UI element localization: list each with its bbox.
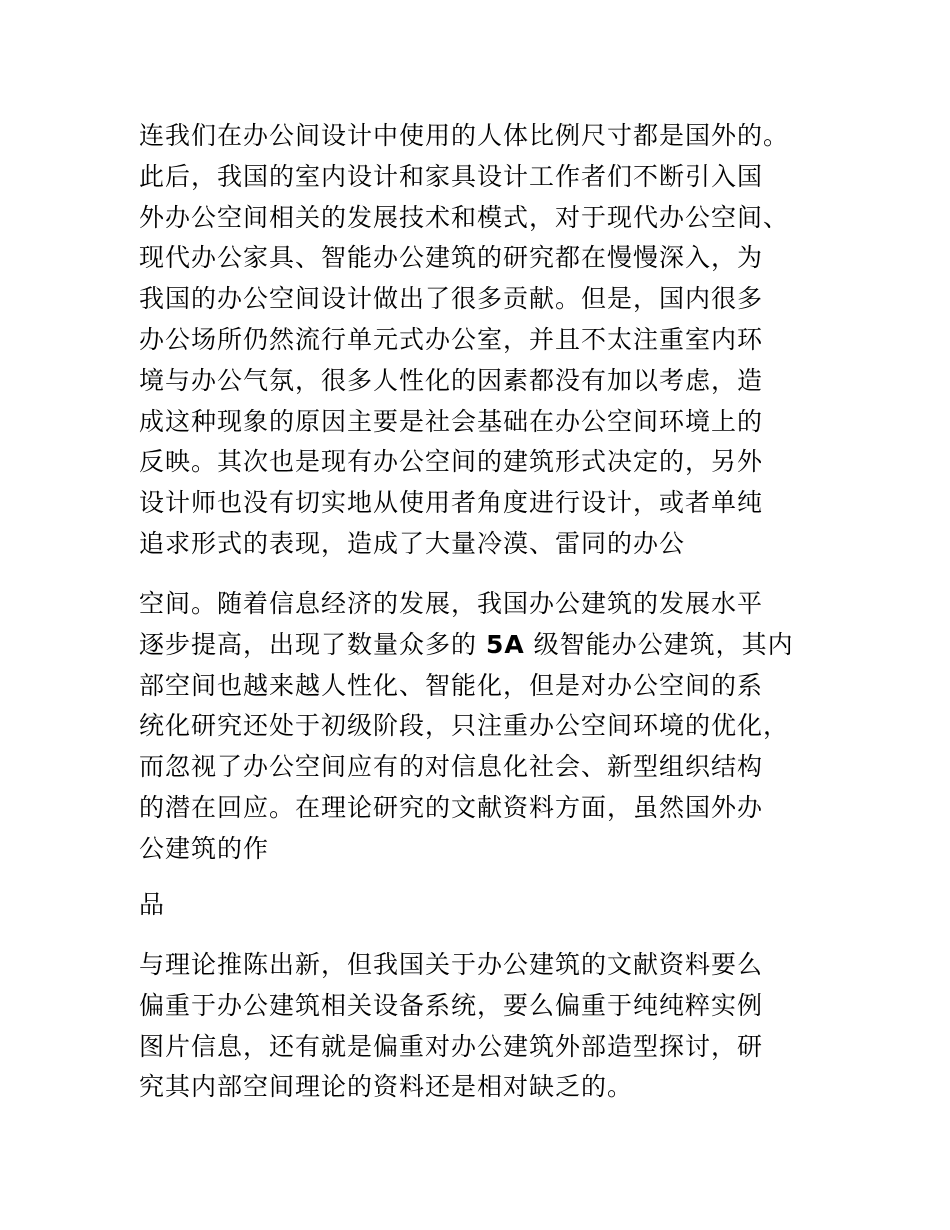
- paragraph-1-line: 成这种现象的原因主要是社会基础在办公空间环境上的: [139, 406, 764, 436]
- paragraph-1-line: 设计师也没有切实地从使用者角度进行设计，或者单纯: [139, 488, 764, 518]
- paragraph-2-text: 逐步提高，出现了数量众多的: [139, 629, 486, 659]
- paragraph-2-line: 公建筑的作: [139, 833, 270, 863]
- paragraph-2-line: 空间。随着信息经济的发展，我国办公建筑的发展水平: [139, 589, 764, 618]
- paragraph-2: [139, 584, 829, 870]
- paragraph-3-line: 品: [139, 890, 166, 919]
- paragraph-1-line: 办公场所仍然流行单元式办公室，并且不太注重室内环: [139, 324, 764, 354]
- paragraph-1-line: 我国的办公空间设计做出了很多贡献。但是，国内很多: [139, 284, 764, 314]
- paragraph-2-text: 级智能办公建筑，其内: [524, 629, 794, 659]
- paragraph-1-line: 追求形式的表现，造成了大量冷漠、雷同的办公: [139, 528, 686, 558]
- paragraph-2-line: 而忽视了办公空间应有的对信息化社会、新型组织结构: [139, 752, 764, 782]
- paragraph-2-line: 的潜在回应。在理论研究的文献资料方面，虽然国外办: [139, 792, 764, 822]
- paragraph-1-line: 外办公空间相关的发展技术和模式，对于现代办公空间、: [139, 202, 790, 232]
- paragraph-1: [139, 116, 829, 565]
- paragraph-1-line: 境与办公气氛，很多人性化的因素都没有加以考虑，造: [139, 365, 764, 395]
- paragraph-2-line: 部空间也越来越人性化、智能化，但是对办公空间的系: [139, 670, 764, 700]
- paragraph-3: [139, 885, 829, 926]
- paragraph-1-line: 反映。其次也是现有办公空间的建筑形式决定的，另外: [139, 447, 764, 477]
- paragraph-1-line: 此后，我国的室内设计和家具设计工作者们不断引入国: [139, 161, 764, 191]
- grade-5a-label: 5A: [485, 629, 525, 659]
- paragraph-4-line: 偏重于办公建筑相关设备系统，要么偏重于纯纯粹实例: [139, 990, 764, 1020]
- paragraph-4-line: 究其内部空间理论的资料还是相对缺乏的。: [139, 1072, 634, 1102]
- paragraph-2-line: [139, 625, 829, 666]
- paragraph-1-line: 连我们在办公间设计中使用的人体比例尺寸都是国外的。: [139, 121, 790, 150]
- paragraph-4-line: 与理论推陈出新，但我国关于办公建筑的文献资料要么: [139, 950, 764, 979]
- paragraph-2-line: 统化研究还处于初级阶段，只注重办公空间环境的优化，: [139, 711, 790, 741]
- paragraph-1-line: 现代办公家具、智能办公建筑的研究都在慢慢深入，为: [139, 243, 764, 273]
- paragraph-4-line: 图片信息，还有就是偏重对办公建筑外部造型探讨，研: [139, 1031, 764, 1061]
- paragraph-4: [139, 945, 829, 1108]
